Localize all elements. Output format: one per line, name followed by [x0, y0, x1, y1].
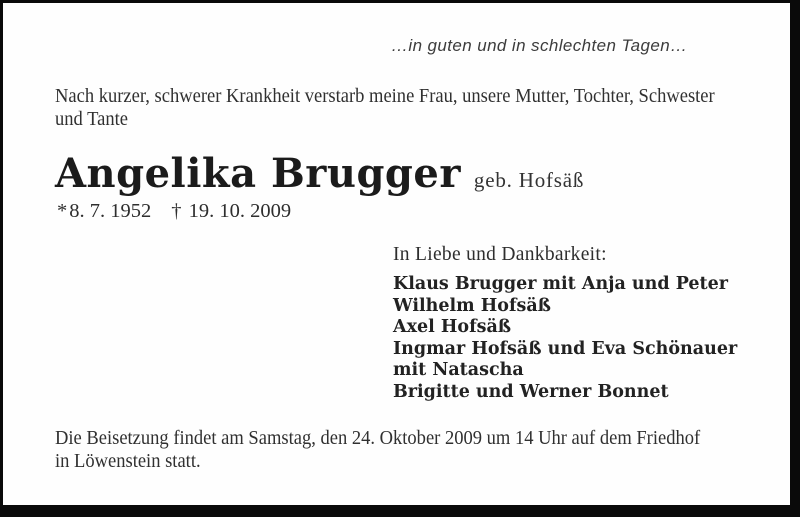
funeral-info [55, 427, 700, 473]
intro-line-2: und Tante [55, 109, 128, 130]
death-date-group [171, 200, 291, 223]
funeral-line-2: in Löwenstein statt. [55, 451, 201, 472]
mourner-line: Ingmar Hofsäß und Eva Schönauer [393, 338, 738, 359]
deceased-name: Angelika Brugger [55, 150, 461, 197]
dedication-line: In Liebe und Dankbarkeit: [393, 244, 607, 265]
deceased-name-row [55, 151, 584, 197]
funeral-line-1: Die Beisetzung findet am Samstag, den 24. Oktober 2009 um 14 Uhr auf dem Friedhof [55, 428, 701, 449]
motto-line: …in guten und in schlechten Tagen… [391, 36, 688, 55]
death-date: 19. 10. 2009 [188, 200, 292, 222]
life-dates [57, 200, 291, 223]
mourner-line: Wilhelm Hofsäß [393, 295, 551, 316]
birth-date: 8. 7. 1952 [69, 200, 152, 222]
dagger-symbol: † [171, 200, 184, 222]
maiden-name: geb. Hofsäß [473, 168, 585, 192]
mourner-line: mit Natascha [393, 360, 524, 380]
birth-date-group [57, 200, 151, 223]
mourner-line: Axel Hofsäß [393, 317, 512, 337]
mourners-list [393, 274, 737, 403]
mourner-line: Brigitte und Werner Bonnet [393, 381, 669, 402]
intro-line-1: Nach kurzer, schwerer Krankheit verstarb meine Frau, unsere Mutter, Tochter, Schwester [55, 86, 715, 107]
intro-paragraph [55, 85, 715, 131]
mourner-line: Klaus Brugger mit Anja und Peter [393, 274, 728, 294]
born-symbol: * [57, 200, 70, 222]
